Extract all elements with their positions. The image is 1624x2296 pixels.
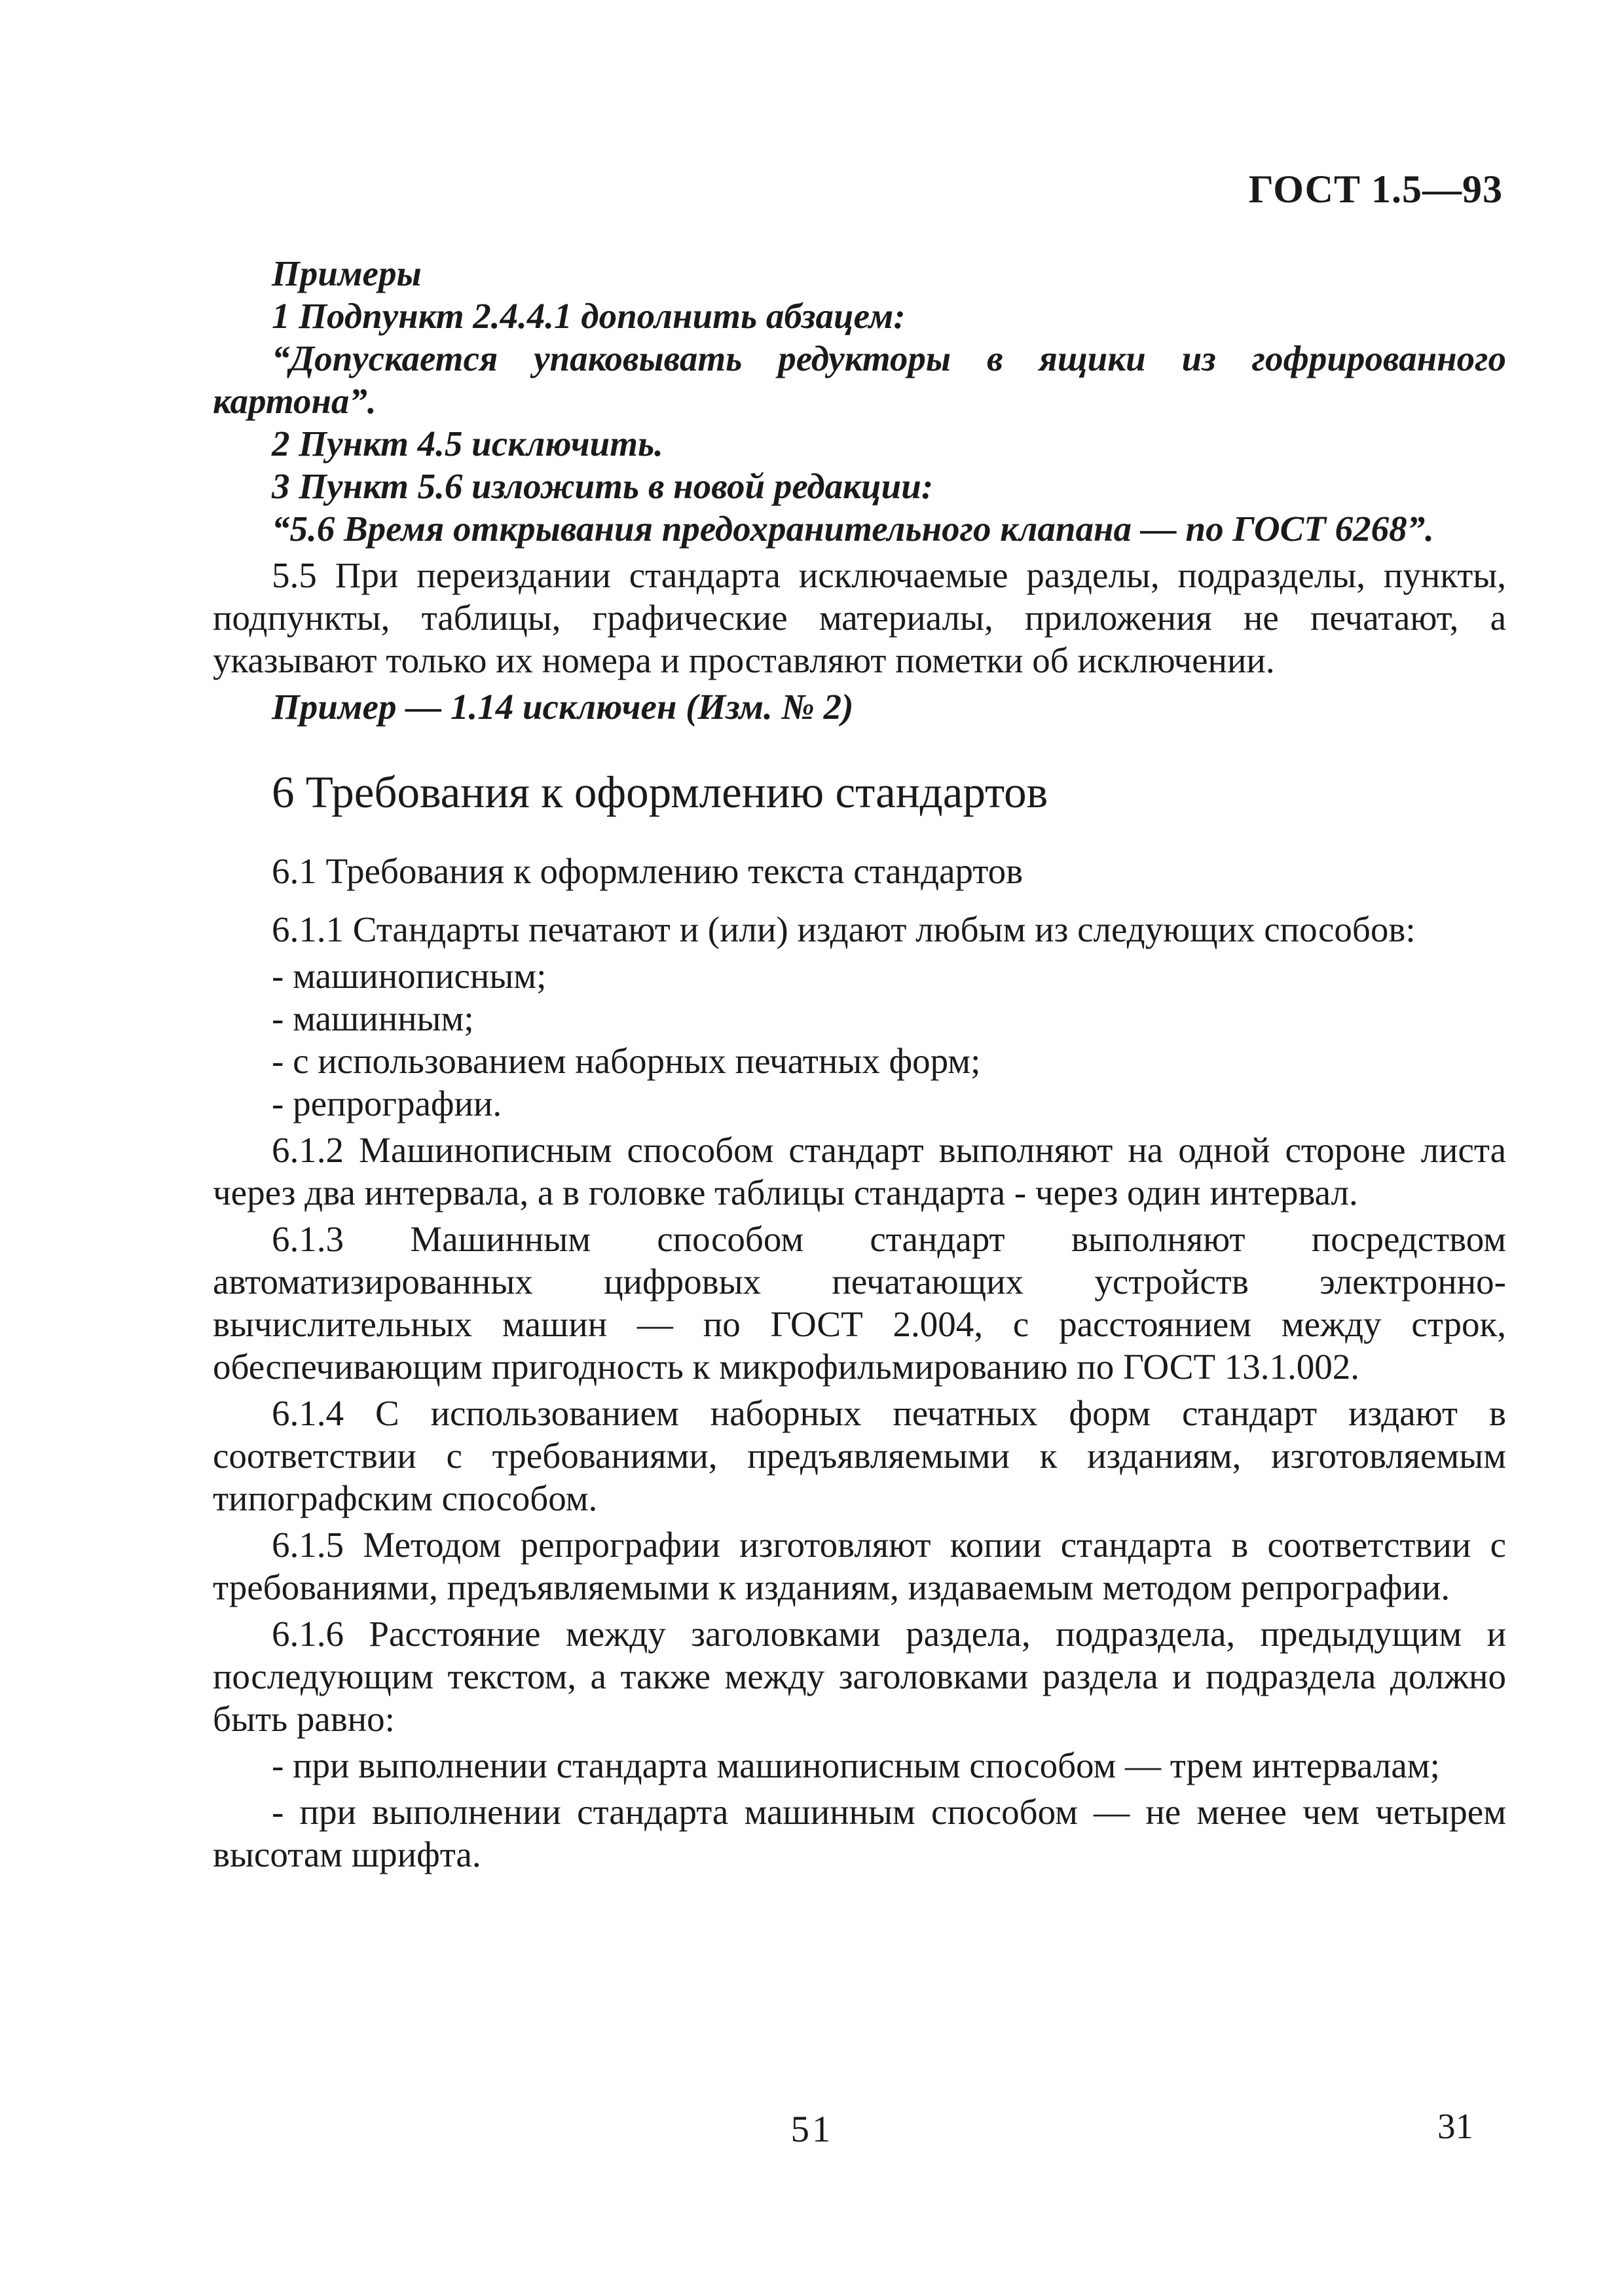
list-item: - машинописным; (272, 956, 547, 996)
spacing-rule-machine: - при выполнении стандарта машинным способом — не менее чем четырем высотам шрифта. (213, 1792, 1506, 1874)
sheet-number: 31 (1437, 2106, 1473, 2146)
list-item: - с использованием наборных печатных форм; (272, 1041, 981, 1081)
example-item-2: 2 Пункт 4.5 исключить. (272, 424, 663, 464)
spacing-rule-typewritten: - при выполнении стандарта машинописным способом — трем интервалам; (272, 1745, 1440, 1785)
paragraph-6-1-5: 6.1.5 Методом репрографии изготовляют копии стандарта в соответствии с требованиями, предъявляемыми к изданиям, издаваемым методом репрографии. (213, 1525, 1506, 1607)
list-item: - репрографии. (272, 1084, 502, 1123)
examples-heading: Примеры (272, 253, 422, 293)
example-item-3-quote: “5.6 Время открывания предохранительного клапана — по ГОСТ 6268”. (272, 509, 1434, 549)
example-item-1-quote: “Допускается упаковывать редукторы в ящики из гофрированного картона”. (213, 338, 1506, 421)
paragraph-6-1-3: 6.1.3 Машинным способом стандарт выполняют посредством автоматизированных цифровых печатающих устройств электронно-вычислительных машин — по ГОСТ 2.004, с расстоянием между строк, обеспечивающим пригодность к микрофильмированию по ГОСТ 13.1.002. (213, 1219, 1506, 1387)
paragraph-6-1-1: 6.1.1 Стандарты печатают и (или) издают любым из следующих способов: (272, 909, 1416, 949)
paragraph-5-5-example: Пример — 1.14 исключен (Изм. № 2) (272, 687, 854, 727)
document-body (213, 252, 1506, 1880)
example-item-3: 3 Пункт 5.6 изложить в новой редакции: (272, 466, 934, 506)
document-code: ГОСТ 1.5—93 (1248, 168, 1503, 211)
list-item: - машинным; (272, 998, 474, 1038)
paragraph-6-1-2: 6.1.2 Машинописным способом стандарт выполняют на одной стороне листа через два интервала, а в головке таблицы стандарта - через один интервал. (213, 1130, 1506, 1212)
section-6-title: 6 Требования к оформлению стандартов (272, 767, 1048, 817)
page-number: 51 (790, 2109, 834, 2150)
examples-block (213, 252, 1506, 550)
paragraph-5-5: 5.5 При переиздании стандарта исключаемые разделы, подразделы, пункты, подпункты, таблицы, графические материалы, приложения не печатают, а указывают только их номера и проставляют пометки об исключении. (213, 555, 1506, 680)
example-item-1: 1 Подпункт 2.4.4.1 дополнить абзацем: (272, 296, 906, 336)
paragraph-6-1-6: 6.1.6 Расстояние между заголовками раздела, подраздела, предыдущим и последующим текстом, а также между заголовками раздела и подраздела должно быть равно: (213, 1614, 1506, 1739)
subsection-6-1-title: 6.1 Требования к оформлению текста стандартов (272, 851, 1024, 891)
methods-list (213, 955, 1506, 1125)
paragraph-6-1-4: 6.1.4 С использованием наборных печатных форм стандарт издают в соответствии с требованиями, предъявляемыми к изданиям, изготовляемым типографским способом. (213, 1393, 1506, 1518)
